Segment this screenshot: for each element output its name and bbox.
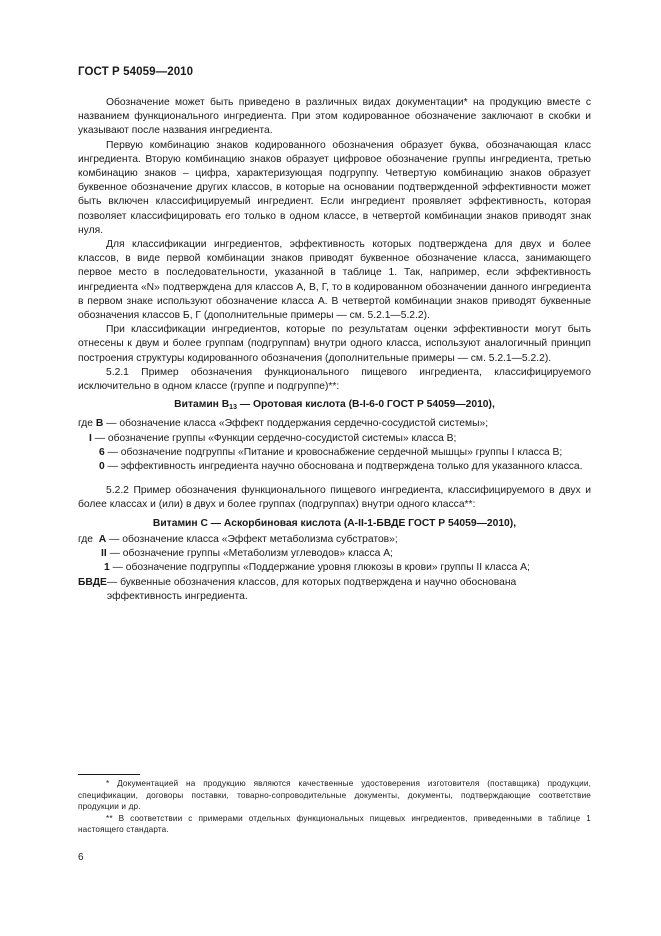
example-2-legend — [78, 533, 591, 604]
legend-desc: — обозначение группы «Метаболизм углеводов» класса А; — [106, 548, 393, 560]
legend-term: А — [98, 533, 107, 545]
example-1-legend-row — [78, 446, 591, 460]
example-2-legend-row — [78, 533, 591, 547]
legend-desc: — обозначение группы «Функции сердечно-сосудистой системы» класса В; — [91, 432, 457, 444]
legend-term: 6 — [99, 446, 105, 458]
page-number: 6 — [78, 852, 84, 863]
example-2-title: Витамин С — Аскорбиновая кислота (A-II-1-БВДЕ ГОСТ Р 54059—2010), — [152, 517, 517, 529]
paragraph-code-structure: Первую комбинацию знаков кодированного обозначения образует буква, обозначающая класс ингредиента. Вторую комбинацию знаков образует цифровое обозначение группы ингредиента, третью комбинацию знаков – цифра, характеризующая подгруппу. Четвертую комбинацию знаков образует буквенное обозначение других классов, в которые на основании подтвержденной эффективности может быть включен классифицируемый ингредиент. Если ингредиент проявляет эффективность, которая позволяет классифицировать его только в одном классе, в четвертой комбинации знаков приводят знак нуля. — [78, 139, 591, 236]
example-2-legend-row — [78, 561, 591, 575]
example-1-legend — [78, 417, 591, 474]
legend-desc: — обозначение подгруппы «Поддержание уровня глюкозы в крови» группы II класса А; — [109, 562, 530, 574]
legend-term: II — [101, 548, 107, 560]
legend-desc: — эффективность ингредиента научно обоснована и подтверждена только для указанного класса. — [104, 461, 583, 473]
example-2-legend-row — [78, 576, 591, 604]
legend-term: В — [95, 418, 104, 430]
legend-term: I — [89, 432, 92, 444]
where-word: где — [78, 533, 94, 545]
footnote-2: ** В соответствии с примерами отдельных функциональных пищевых ингредиентов, приведенными в таблице 1 настоящего стандарта. — [78, 813, 591, 835]
example-2-legend-row — [78, 547, 591, 561]
paragraph-designation: Обозначение может быть приведено в различных видах документации* на продукцию вместе с названием функционального ингредиента. При этом кодированное обозначение заключают в скобки и указывают после названия ингредиента. — [78, 97, 591, 137]
example-1-title-suffix: — Оротовая кислота (B-I-6-0 ГОСТ Р 54059—2010), — [236, 399, 495, 411]
legend-term: 1 — [104, 562, 110, 574]
legend-desc: — обозначение класса «Эффект поддержания сердечно-сосудистой системы»; — [103, 418, 489, 430]
legend-desc-text: — буквенные обозначения классов, для которых подтверждена и научно обоснована эффективность ингредиента. — [106, 576, 517, 602]
example-1-legend-row — [78, 432, 591, 446]
legend-desc: — обозначение класса «Эффект метаболизма субстратов»; — [106, 533, 398, 545]
example-1-legend-row — [78, 417, 591, 431]
paragraph-multiple-groups: При классификации ингредиентов, которые по результатам оценки эффективности могут быть отнесены к двум и более группам (подгруппам) внутри одного класса, используют аналогичный принцип построения структуры кодированного обозначения (дополнительные примеры — см. 5.2.1—5.2.2). — [78, 324, 591, 364]
example-1-title-prefix: Витамин В — [174, 399, 230, 411]
legend-term: БВДЕ — [78, 576, 107, 588]
standard-header: ГОСТ Р 54059—2010 — [78, 66, 194, 78]
example-1-intro: 5.2.1 Пример обозначения функционального пищевого ингредиента, классифицируемого исключительно в одном классе (группе и подгруппе)**: — [78, 366, 591, 393]
example-1-title — [78, 398, 591, 415]
example-2-intro: 5.2.2 Пример обозначения функционального пищевого ингредиента, классифицируемого в двух и более классах и (или) в двух и более группах (подгруппах) внутри одного класса**: — [78, 485, 591, 511]
where-word: где — [78, 418, 94, 430]
example-1-legend-row — [78, 460, 591, 474]
footnote-separator — [78, 774, 140, 775]
footnotes — [78, 778, 591, 836]
paragraph-multiple-classes: Для классификации ингредиентов, эффективность которых подтверждена для двух и более классов, в виде первой комбинации знаков приводят буквенное обозначение класса, занимающего первое место в последовательности, указанной в таблице 1. Так, например, если эффективность ингредиента «N» подтверждена для классов А, В, Г, то в кодированном обозначении данного ингредиента в первом знаке используют обозначение класса А. В четвертой комбинации знаков приводят буквенные обозначения классов Б, Г (дополнительные примеры — см. 5.2.1—5.2.2). — [78, 239, 591, 322]
document-body — [78, 96, 591, 604]
legend-desc — [107, 576, 591, 604]
footnote-1: * Документацией на продукцию являются качественные удостоверения изготовителя (поставщика) продукции, спецификации, договоры поставки, товарно-сопроводительные документы, документы, подтверждающие соответствие продукции и др. — [78, 779, 591, 812]
legend-desc: — обозначение подгруппы «Питание и кровоснабжение сердечной мышцы» группы I класса В; — [104, 446, 563, 458]
legend-term: 0 — [99, 461, 105, 473]
example-1-title-subscript: 13 — [229, 404, 237, 412]
